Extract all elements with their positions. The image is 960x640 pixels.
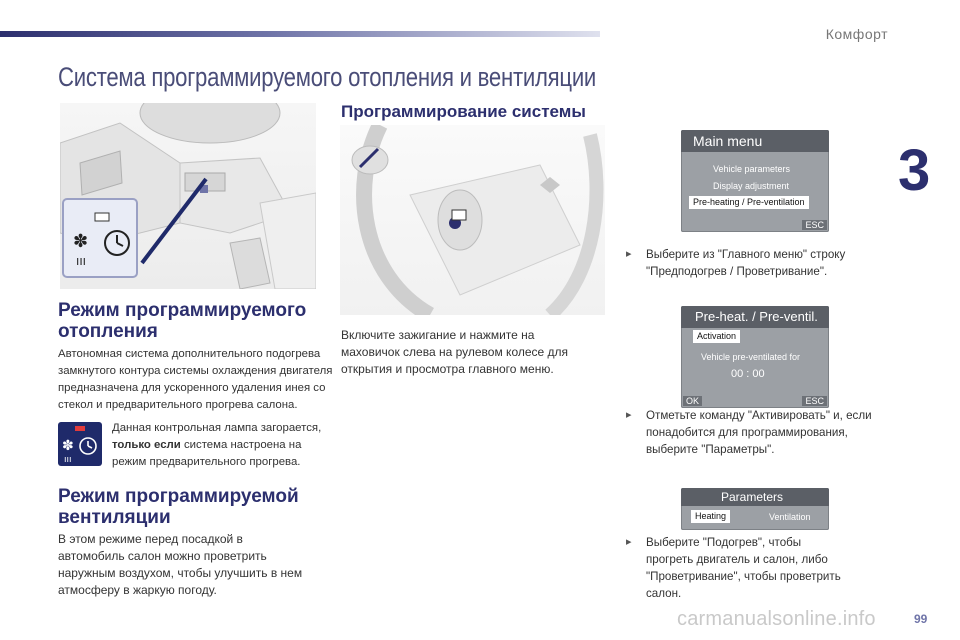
section-name: Комфорт	[825, 26, 888, 42]
ok-button[interactable]: OK	[683, 396, 702, 406]
dashboard-photo	[60, 103, 316, 289]
activation-option-selected[interactable]: Activation	[693, 330, 740, 343]
programming-heading: Программирование системы	[341, 102, 586, 121]
menu-item-vehicle-parameters[interactable]: Vehicle parameters	[713, 164, 791, 174]
preheat-warning-lamp-icon	[58, 422, 102, 466]
page-number: 99	[914, 612, 928, 626]
timer-value[interactable]: 00 : 00	[731, 368, 765, 380]
steering-wheel-photo	[340, 125, 605, 315]
menu-item-display-adjustment[interactable]: Display adjustment	[713, 181, 790, 191]
ventilation-option[interactable]: Ventilation	[769, 512, 811, 522]
svg-text:✽: ✽	[73, 231, 89, 252]
step-3: ▸ Выберите "Подогрев", чтобы прогреть двигатель и салон, либо "Проветривание", чтобы проветрить салон.	[626, 536, 841, 600]
dashboard-illustration	[60, 103, 316, 289]
svg-text:ııı: ııı	[64, 455, 72, 465]
main-menu-screen	[681, 130, 829, 232]
programming-text: Включите зажигание и нажмите на маховичок слева на рулевом колесе для открытия и просмотра главного меню.	[341, 328, 569, 376]
heating-heading: Режим программируемого отопления	[58, 300, 307, 342]
page-title: Система программируемого отопления и вентиляции	[58, 62, 597, 92]
step-1: ▸ Выберите из "Главного меню" строку "Предподогрев / Проветривание".	[626, 248, 846, 278]
bullet-icon: ▸	[626, 536, 632, 548]
parameters-title: Parameters	[681, 488, 829, 506]
main-menu-title: Main menu	[681, 130, 829, 152]
svg-text:ııı: ııı	[76, 254, 87, 268]
chapter-number: 3	[898, 138, 931, 203]
esc-button[interactable]: ESC	[802, 220, 827, 230]
ventilation-text: В этом режиме перед посадкой в автомобиль салон можно проветрить наружным воздухом, чтобы улучшить в нем атмосферу в жаркую погоду.	[58, 532, 303, 597]
preventilated-label: Vehicle pre-ventilated for	[701, 352, 801, 362]
steering-wheel-illustration	[340, 125, 605, 315]
heating-option-selected[interactable]: Heating	[691, 510, 730, 523]
note-text: Данная контрольная лампа загорается, только если система настроена на режим предварительного прогрева.	[112, 422, 322, 468]
preheat-title: Pre-heat. / Pre-ventil.	[681, 306, 829, 328]
menu-item-preheating-selected[interactable]: Pre-heating / Pre-ventilation	[689, 196, 809, 209]
step-2: ▸ Отметьте команду "Активировать" и, если понадобится для программирования, выберите "Параметры".	[626, 409, 872, 456]
watermark: carmanualsonline.info	[677, 608, 876, 630]
preheat-screen	[681, 306, 829, 408]
header-bar	[0, 31, 600, 37]
esc-button[interactable]: ESC	[802, 396, 827, 406]
svg-text:✽: ✽	[62, 438, 74, 454]
bullet-icon: ▸	[626, 248, 632, 260]
ventilation-heading: Режим программируемой вентиляции	[58, 486, 299, 528]
bullet-icon: ▸	[626, 409, 632, 421]
parameters-screen	[681, 488, 829, 530]
heating-text: Автономная система дополнительного подогрева замкнутого контура системы охлаждения двигателя предназначена для ускоренного удаления инея со стекол и предварительного прогрева салона.	[58, 348, 333, 411]
